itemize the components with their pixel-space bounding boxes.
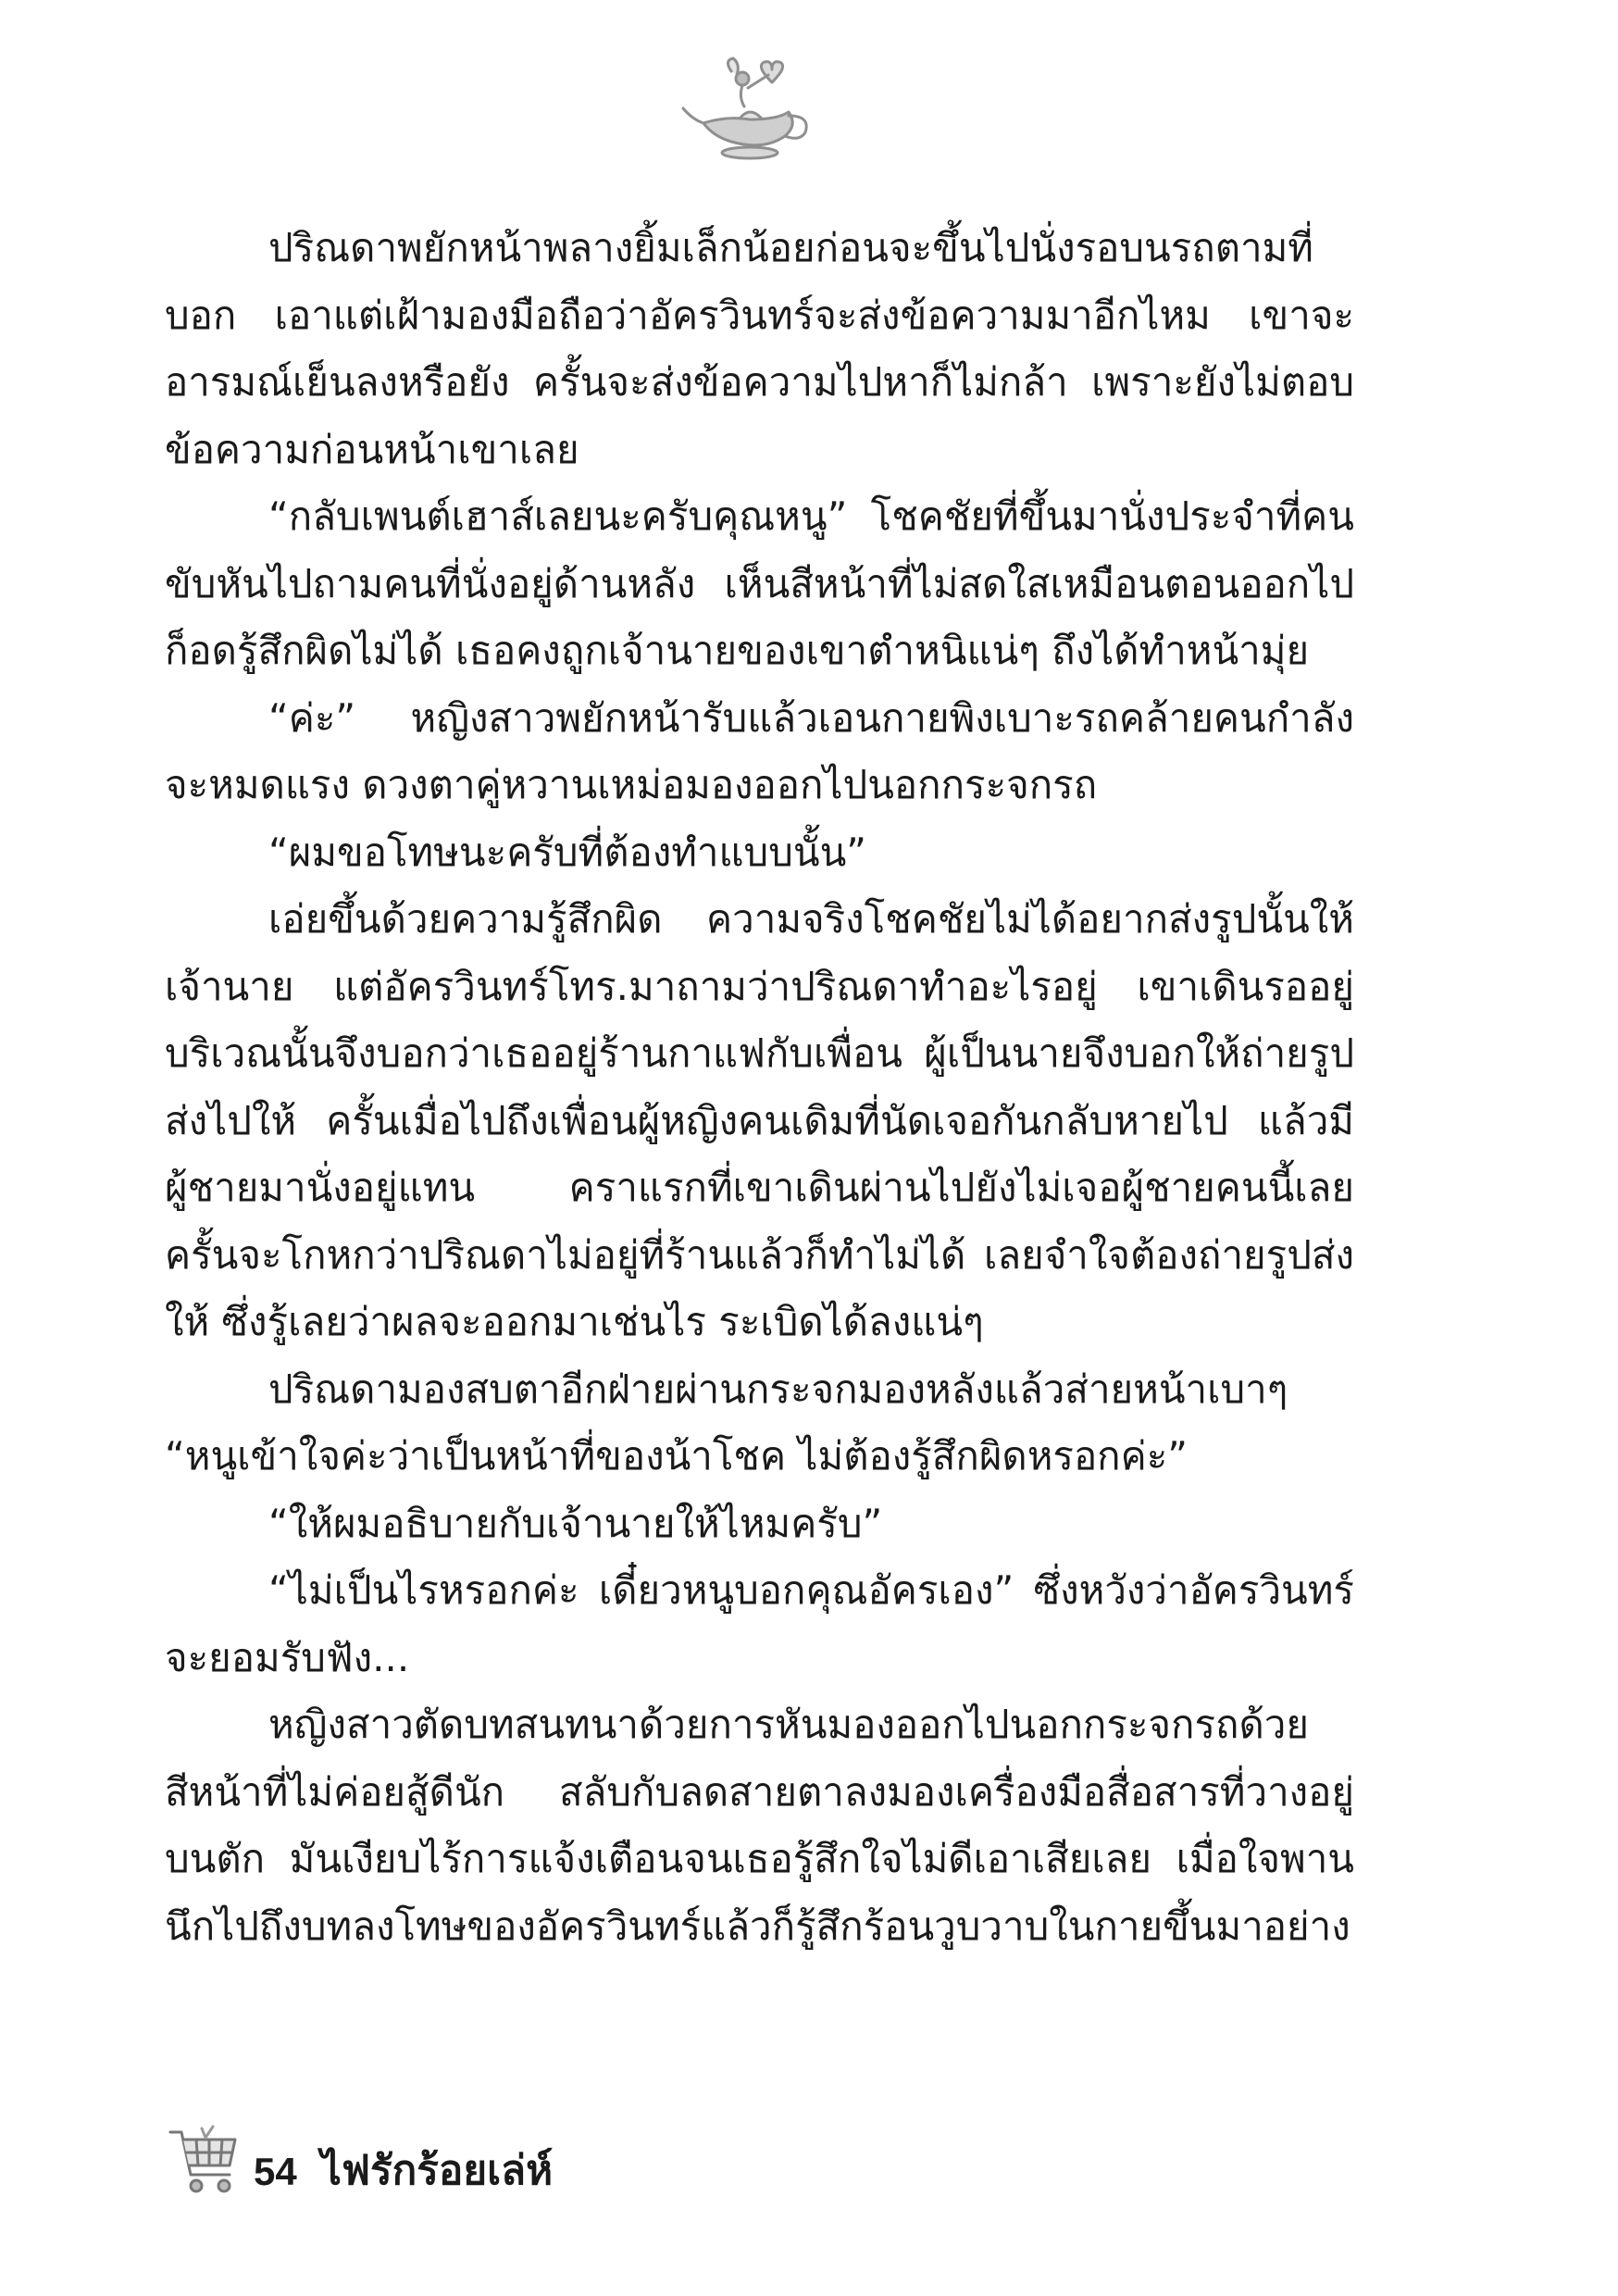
magic-lamp-cupid-icon	[676, 51, 815, 162]
paragraph: หญิงสาวตัดบทสนทนาด้วยการหันมองออกไปนอกกระจกรถด้วยสีหน้าที่ไม่ค่อยสู้ดีนัก สลับกับลดสายตาลงมองเครื่องมือสื่อสารที่วางอยู่บนตัก มันเงียบไร้การแจ้งเตือนจนเธอรู้สึกใจไม่ดีเอาเสียเลย เมื่อใจพานนึกไปถึงบทลงโทษของอัครวินทร์แล้วก็รู้สึกร้อนวูบวาบในกายขึ้นมาอย่าง	[165, 1702, 1354, 1949]
paragraph: “กลับเพนต์เฮาส์เลยนะครับคุณหนู” โชคชัยที่ขึ้นมานั่งประจำที่คนขับหันไปถามคนที่นั่งอยู่ด้านหลัง เห็นสีหน้าที่ไม่สดใสเหมือนตอนออกไปก็อดรู้สึกผิดไม่ได้ เธอคงถูกเจ้านายของเขาตำหนิแน่ๆ ถึงได้ทำหน้ามุ่ย	[165, 493, 1354, 673]
paragraph: “ให้ผมอธิบายกับเจ้านายให้ไหมครับ”	[268, 1500, 883, 1546]
book-title: ไฟรักร้อยเล่ห์	[320, 2147, 554, 2194]
page-footer	[165, 2120, 553, 2203]
paragraph: ปริณดามองสบตาอีกฝ่ายผ่านกระจกมองหลังแล้วส่ายหน้าเบาๆ	[268, 1366, 1288, 1412]
page-number: 54	[254, 2150, 297, 2193]
paragraph: “ไม่เป็นไรหรอกค่ะ เดี๋ยวหนูบอกคุณอัครเอง” ซึ่งหวังว่าอัครวินทร์จะยอมรับฟัง...	[165, 1567, 1354, 1680]
paragraph: “หนูเข้าใจค่ะว่าเป็นหน้าที่ของน้าโชค ไม่ต้องรู้สึกผิดหรอกค่ะ”	[165, 1433, 1189, 1479]
paragraph: ปริณดาพยักหน้าพลางยิ้มเล็กน้อยก่อนจะขึ้นไปนั่งรอบนรถตามที่บอก เอาแต่เฝ้ามองมือถือว่าอัครวินทร์จะส่งข้อความมาอีกไหม เขาจะอารมณ์เย็นลงหรือยัง ครั้นจะส่งข้อความไปหาก็ไม่กล้า เพราะยังไม่ตอบข้อความก่อนหน้าเขาเลย	[165, 225, 1354, 472]
paragraph: “ผมขอโทษนะครับที่ต้องทำแบบนั้น”	[268, 829, 867, 875]
paragraph: เอ่ยขึ้นด้วยความรู้สึกผิด ความจริงโชคชัยไม่ได้อยากส่งรูปนั้นให้เจ้านาย แต่อัครวินทร์โทร.มาถามว่าปริณดาทำอะไรอยู่ เขาเดินรออยู่บริเวณนั้นจึงบอกว่าเธออยู่ร้านกาแฟกับเพื่อน ผู้เป็นนายจึงบอกให้ถ่ายรูปส่งไปให้ ครั้นเมื่อไปถึงเพื่อนผู้หญิงคนเดิมที่นัดเจอกันกลับหายไป แล้วมีผู้ชายมานั่งอยู่แทน คราแรกที่เขาเดินผ่านไปยังไม่เจอผู้ชายคนนี้เลย ครั้นจะโกหกว่าปริณดาไม่อยู่ที่ร้านแล้วก็ทำไม่ได้ เลยจำใจต้องถ่ายรูปส่งให้ ซึ่งรู้เลยว่าผลจะออกมาเช่นไร ระเบิดได้ลงแน่ๆ	[165, 896, 1354, 1344]
shopping-cart-icon	[165, 2123, 243, 2201]
body-text	[165, 215, 1354, 1960]
paragraph: “ค่ะ” หญิงสาวพยักหน้ารับแล้วเอนกายพิงเบาะรถคล้ายคนกำลังจะหมดแรง ดวงตาคู่หวานเหม่อมองออกไปนอกกระจกรถ	[165, 694, 1354, 807]
